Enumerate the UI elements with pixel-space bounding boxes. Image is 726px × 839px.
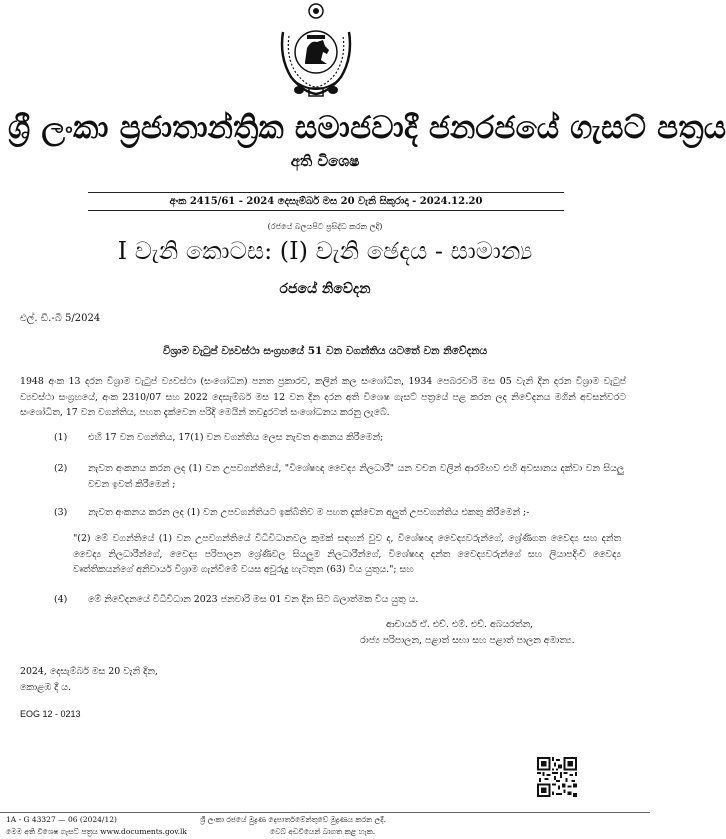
print-code: 1A - G 43327 — 06 (2024/12) bbox=[6, 815, 117, 824]
extraordinary-label: අති විශෙෂ bbox=[290, 152, 360, 170]
download-note-continued: වෙබ් අඩවියෙන් බාගත කළ හැක. bbox=[270, 827, 376, 836]
notice-title: විශ්‍රාම වැටුප් ව්‍යවස්ථා සංග්‍රහයේ 51 වන වගන්තිය යටතේ වන නිවේදනය bbox=[162, 345, 488, 357]
download-note: මෙම අති විශෙෂ ගැසට් පත්‍රය www.documents.gov.lk bbox=[6, 827, 187, 836]
gazette-masthead: ශ්‍රී ලංකා ප්‍රජාතාන්ත්‍රික සමාජවාදී ජනරජයේ ගැසට් පත්‍රය bbox=[8, 110, 726, 146]
published-by-authority: (රජයේ බලයපිට ප්‍රසිද්ධ කරන ලදි) bbox=[267, 222, 383, 231]
part-section-title: I වැනි කොටස: (I) වැනි ඡෙදය - සාමාන්‍ය bbox=[117, 237, 533, 265]
list-item bbox=[54, 430, 626, 446]
notice-intro-paragraph: 1948 අංක 13 දරන විශ්‍රාම වැටුප් ව්‍යවස්ථා (සංශෝධන) පනත ප්‍රකාරව, කලින් කල සංශෝධිත, 1934 පෙබරවාරි මස 05 වැනි දින දරන විශ්‍රාම වැටුප් ව්‍යවස්ථා සංග්‍රහයේ, අංක 2310/07 සහ 2022 දෙසැම්බර් මස 12 වන දින දරන අති විශෙෂ ගැසට් පත්‍රයේ පළ කරන ලද නිවේදනය මගින් අවසන්වරට සංශෝධිත, 17 වන වගන්තිය, පහත දැක්වෙන පරිදි මෙයින් තවදුරටත් සංශෝධනය කරනු ලැබේ. bbox=[20, 376, 626, 418]
footer-divider bbox=[0, 812, 650, 813]
item-text: එහි 17 වන වගන්තිය, 17(1) වන වගන්තිය ලෙස නැවත අංකනය කිරීමෙන්; bbox=[88, 432, 384, 443]
issue-number-date: අංක 2415/61 - 2024 දෙසැම්බර් මස 20 වැනි සිකුරාදා - 2024.12.20 bbox=[88, 192, 564, 211]
signatory-block bbox=[360, 617, 610, 648]
reference-number: එල්. ඩී.-බී 5/2024 bbox=[20, 313, 101, 324]
place-line: කොළඹ දී ය. bbox=[20, 681, 72, 693]
government-notifications-heading: රජයේ නිවේදන bbox=[279, 281, 371, 297]
item-text: නැවත අංකනය කරන ලද (1) වන උපවගන්තියට ඉක්බිතිව ම පහත දැක්වෙන අලුත් උපවගන්තිය එකතු කිරීමෙන් ;- bbox=[88, 507, 530, 518]
qr-code-icon bbox=[537, 757, 577, 797]
list-item bbox=[54, 592, 626, 608]
signatory-title: රාජ්‍ය පරිපාලන, පළාත් සභා සහ පළාත් පාලන අමාත්‍ය. bbox=[360, 634, 575, 646]
new-subsection-text: "(2) මේ වගන්තියේ (1) වන උපවගන්තියේ විධිවිධානවල කුමක් සඳහන් වුව ද, විශේෂඥ වෛද්‍යවරුන්ගේ, ශ්‍රේණිගත වෛද්‍ය සහ දන්ත වෛද්‍ය නිලධාරීන්ගේ, වෛද්‍ය පරිපාලන ශ්‍රේණිවල සියලුම නිලධාරීන්ගේ, විශේෂඥ දන්ත වෛද්‍යවරුන්ගේ සහ ලියාපදිංචි වෛද්‍ය වෘත්තිකයන්ගේ අනිවාර්ය විශ්‍රාම ගැන්වීමේ වයස අවුරුදු හැටතුන (63) විය යුතුය."; සහ bbox=[73, 533, 621, 575]
list-item bbox=[54, 505, 626, 521]
item-text: මේ නිවේදනයේ විධිවිධාන 2023 ජනවාරි මස 01 වන දින සිට බලාත්මක විය යුතු ය. bbox=[88, 594, 419, 605]
date-line: 2024, දෙසැම්බර් මස 20 වැනි දින, bbox=[20, 666, 158, 677]
item-number: (4) bbox=[54, 594, 68, 605]
item-text: නැවත අංකනය කරන ලද (1) වන උපවගන්තියේ, "විශේෂඥ වෛද්‍ය නිලධාරී" යන වචන වලින් ආරම්භව එහි අවසානය දක්වා වන සියලු වචන ඉවත් කිරීමෙන් ; bbox=[88, 463, 624, 490]
place-date-block bbox=[20, 664, 158, 695]
item-number: (1) bbox=[54, 432, 68, 443]
item-number: (3) bbox=[54, 507, 68, 518]
signatory-name: ආචාර්ය ඒ. එච්. එම්. එච්. අබයරත්න, bbox=[386, 619, 534, 630]
document-code: EOG 12 - 0213 bbox=[20, 709, 81, 719]
item-number: (2) bbox=[54, 463, 68, 474]
sri-lanka-emblem bbox=[273, 2, 359, 100]
printer-credit: ශ්‍රී ලංකා රජයේ මුද්‍රණ දෙපාර්තමේන්තුවේ මුද්‍රණය කරන ලදී. bbox=[200, 815, 386, 824]
list-item bbox=[54, 461, 626, 493]
